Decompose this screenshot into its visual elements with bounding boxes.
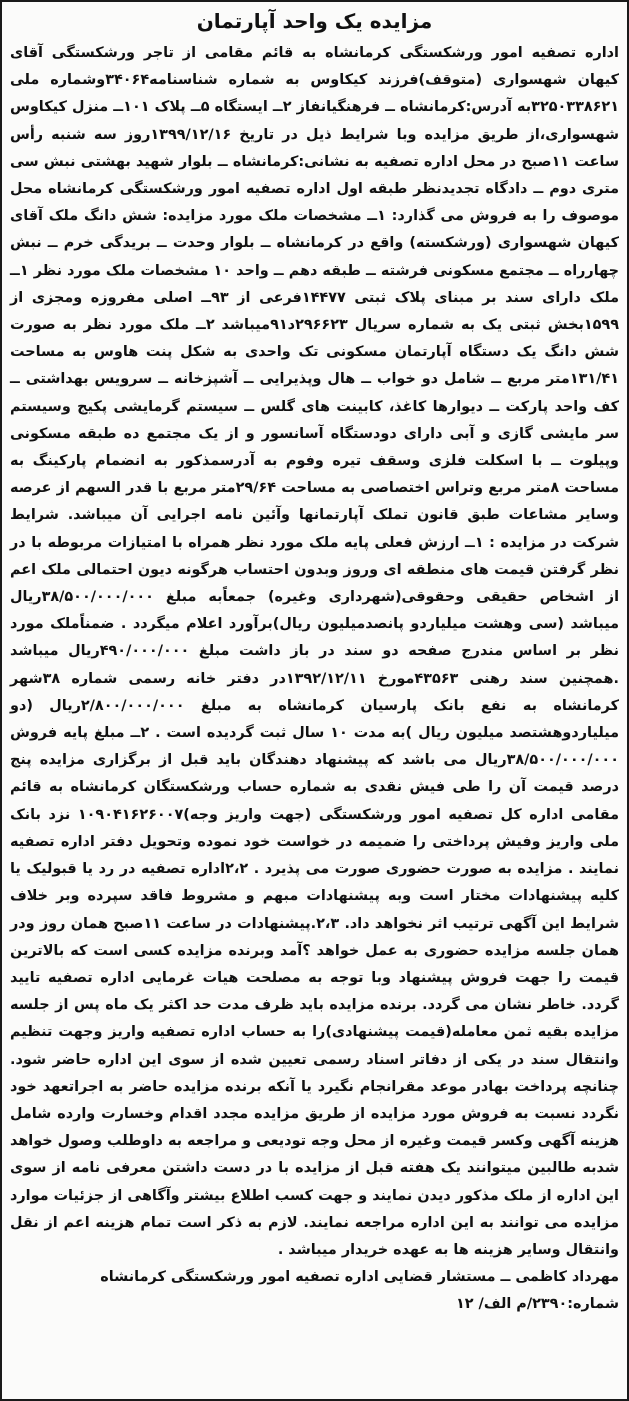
notice-signature: مهرداد کاظمی ــ مستشار قضایی اداره تصفیه امور ورشکستگی کرمانشاه (100, 1269, 619, 1286)
notice-title: مزایده یک واحد آپارتمان (196, 9, 433, 33)
notice-number: شماره:۲۳۹۰/م الف/ ۱۲ (455, 1296, 619, 1313)
notice-body: اداره تصفیه امور ورشکستگی کرمانشاه به قائم مقامی از تاجر ورشکستگی آقای کیهان شهسواری (متوقف)فرزند کیکاوس به شماره شناسنامه۳۴۰۶۴وشماره ملی ۳۲۵۰۳۳۸۶۲۱به آدرس:کرمانشاه ــ فرهنگیانفاز ۲ــ ایستگاه ۵ــ پلاک ۱۰۱ــ منزل کیکاوس شهسواری،از طریق مزایده وبا شرایط ذیل در تاریخ ۱۳۹۹/۱۲/۱۶روز سه شنبه رأس ساعت ۱۱صبح در محل اداره تصفیه به نشانی:کرمانشاه ــ بلوار شهید بهشتی نبش سی متری دوم ــ دادگاه تجدیدنظر طبقه اول اداره تصفیه امور ورشکستگی کرمانشاه محل موصوف را به فروش می گذارد: ۱ــ مشخصات ملک مورد مزایده: شش دانگ ملک آقای کیهان شهسواری (ورشکسته) واقع در کرمانشاه ــ بلوار وحدت ــ بریدگی خرم ــ نبش چهارراه ــ مجتمع مسکونی فرشته ــ طبقه دهم ــ واحد ۱۰ مشخصات ملک مورد نظر ۱ــ ملک دارای سند بر مبنای پلاک ثبتی ۱۴۴۷۷فرعی از ۹۳ــ اصلی مفروزه ومجزی از ۱۵۹۹بخش ثبتی یک به شماره سریال ۲۹۶۶۲۳د۹۱میباشد ۲ــ ملک مورد نظر به صورت شش دانگ یک دستگاه آپارتمان مسکونی تک واحدی به شکل پنت هاوس به مساحت ۱۳۱/۴۱متر مربع ــ شامل دو خواب ــ هال وپذیرایی ــ آشپزخانه ــ سرویس بهداشتی ــ کف واحد پارکت ــ دیوارها کاغذ، کابینت های گلس ــ سیستم گرمایشی پکیج وسیستم سر مایشی گازی و آبی دارای دودستگاه آسانسور و از یک مجتمع ده طبقه مسکونی وپیلوت ــ با اسکلت فلزی وسقف تیره وفوم به آدرسمذکور به انضمام پارکینگ به مساحت ۸متر مربع وتراس اختصاصی به مساحت ۲۹/۶۴متر مربع با قدر السهم از عرصه وسایر مشاعات طبق قانون تملک آپارتمانها وآئین نامه اجرایی آن میباشد. شرایط شرکت در مزایده : ۱ــ ارزش فعلی پایه ملک مورد نظر همراه با امتیازات مربوطه با در نظر گرفتن قیمت های منطقه ای وروز وبدون احتساب هرگونه دیون احتمالی ملک اعم از اشخاص حقیقی وحقوقی(شهرداری وغیره) جمعاًبه مبلغ ۳۸/۵۰۰/۰۰۰/۰۰۰ریال میباشد (سی وهشت میلیاردو پانصدمیلیون ریال)برآورد اعلام میگردد . ضمناًملک مورد نظر بر اساس مندرج صفحه دو سند در باز داشت مبلغ ۴۹۰/۰۰۰/۰۰۰ریال میباشد .همچنین سند رهنی ۴۳۵۶۳مورخ ۱۳۹۲/۱۲/۱۱در دفتر خانه رسمی شماره ۳۸شهر کرمانشاه به نفع بانک پارسیان کرمانشاه به مبلغ ۲/۸۰۰/۰۰۰/۰۰۰ریال (دو میلیاردوهشتصد میلیون ریال )به مدت ۱۰ سال ثبت گردیده است . ۲ــ مبلغ پایه فروش ۳۸/۵۰۰/۰۰۰/۰۰۰ریال می باشد که پیشنهاد دهندگان باید قبل از برگزاری مزایده پنج درصد قیمت آن را طی فیش نقدی به شماره حساب ورشکستگان کرمانشاه به قائم مقامی اداره کل تصفیه امور ورشکستگی (جهت واریز وجه)۱۰۹۰۴۱۶۲۶۰۰۷ نزد بانک ملی واریز وفیش پرداختی را ضمیمه در خواست خود نموده وتحویل دفتر اداره تصفیه نمایند . مزایده به صورت حضوری صورت می پذیرد . ۲،۲اداره تصفیه در رد یا قبولیک یا کلیه پیشنهادات مختار است وبه پیشنهادات مبهم و مشروط فاقد سپرده وبر خلاف شرایط این آگهی ترتیب اثر نخواهد داد. ۲،۳.پیشنهادات در ساعت ۱۱صبح همان روز ودر همان جلسه مزایده حضوری به عمل خواهد ؟آمد وبرنده مزایده کسی است که بالاترین قیمت را جهت فروش پیشنهاد وبا توجه به مصلحت هیات غرمایی اداره تصفیه تایید گردد. خاطر نشان می گردد. برنده مزایده باید ظرف مدت حد اکثر یک ماه پس از جلسه مزایده بقیه ثمن معامله(قیمت پیشنهادی)را به حساب اداره تصفیه واریز وجهت تنظیم وانتقال سند در یکی از دفاتر اسناد رسمی تعیین شده از سوی این اداره حاضر شود. چنانچه پرداخت بهادر موعد مقرانجام نگیرد یا آنکه برنده مزایده حاضر به اجراتعهد خود نگردد نسبت به فروش مورد مزایده از طریق مزایده مجدد اقدام وخسارت وارده شامل هزینه آگهی وکسر قیمت وغیره از محل وجه تودیعی و مراجعه به داوطلب وصول خواهد شدبه طالبین میتوانند یک هفته قبل از مزایده با در دست داشتن معرفی نامه از سوی این اداره از ملک مذکور دیدن نمایند و جهت کسب اطلاع بیشتر وآگاهی از جزئیات موارد مزایده می توانند به این اداره مراجعه نمایند. لازم به ذکر است تمام هزینه اعم از نقل وانتقال وسایر هزینه ها به عهده خریدار میباشد . (10, 45, 620, 1258)
